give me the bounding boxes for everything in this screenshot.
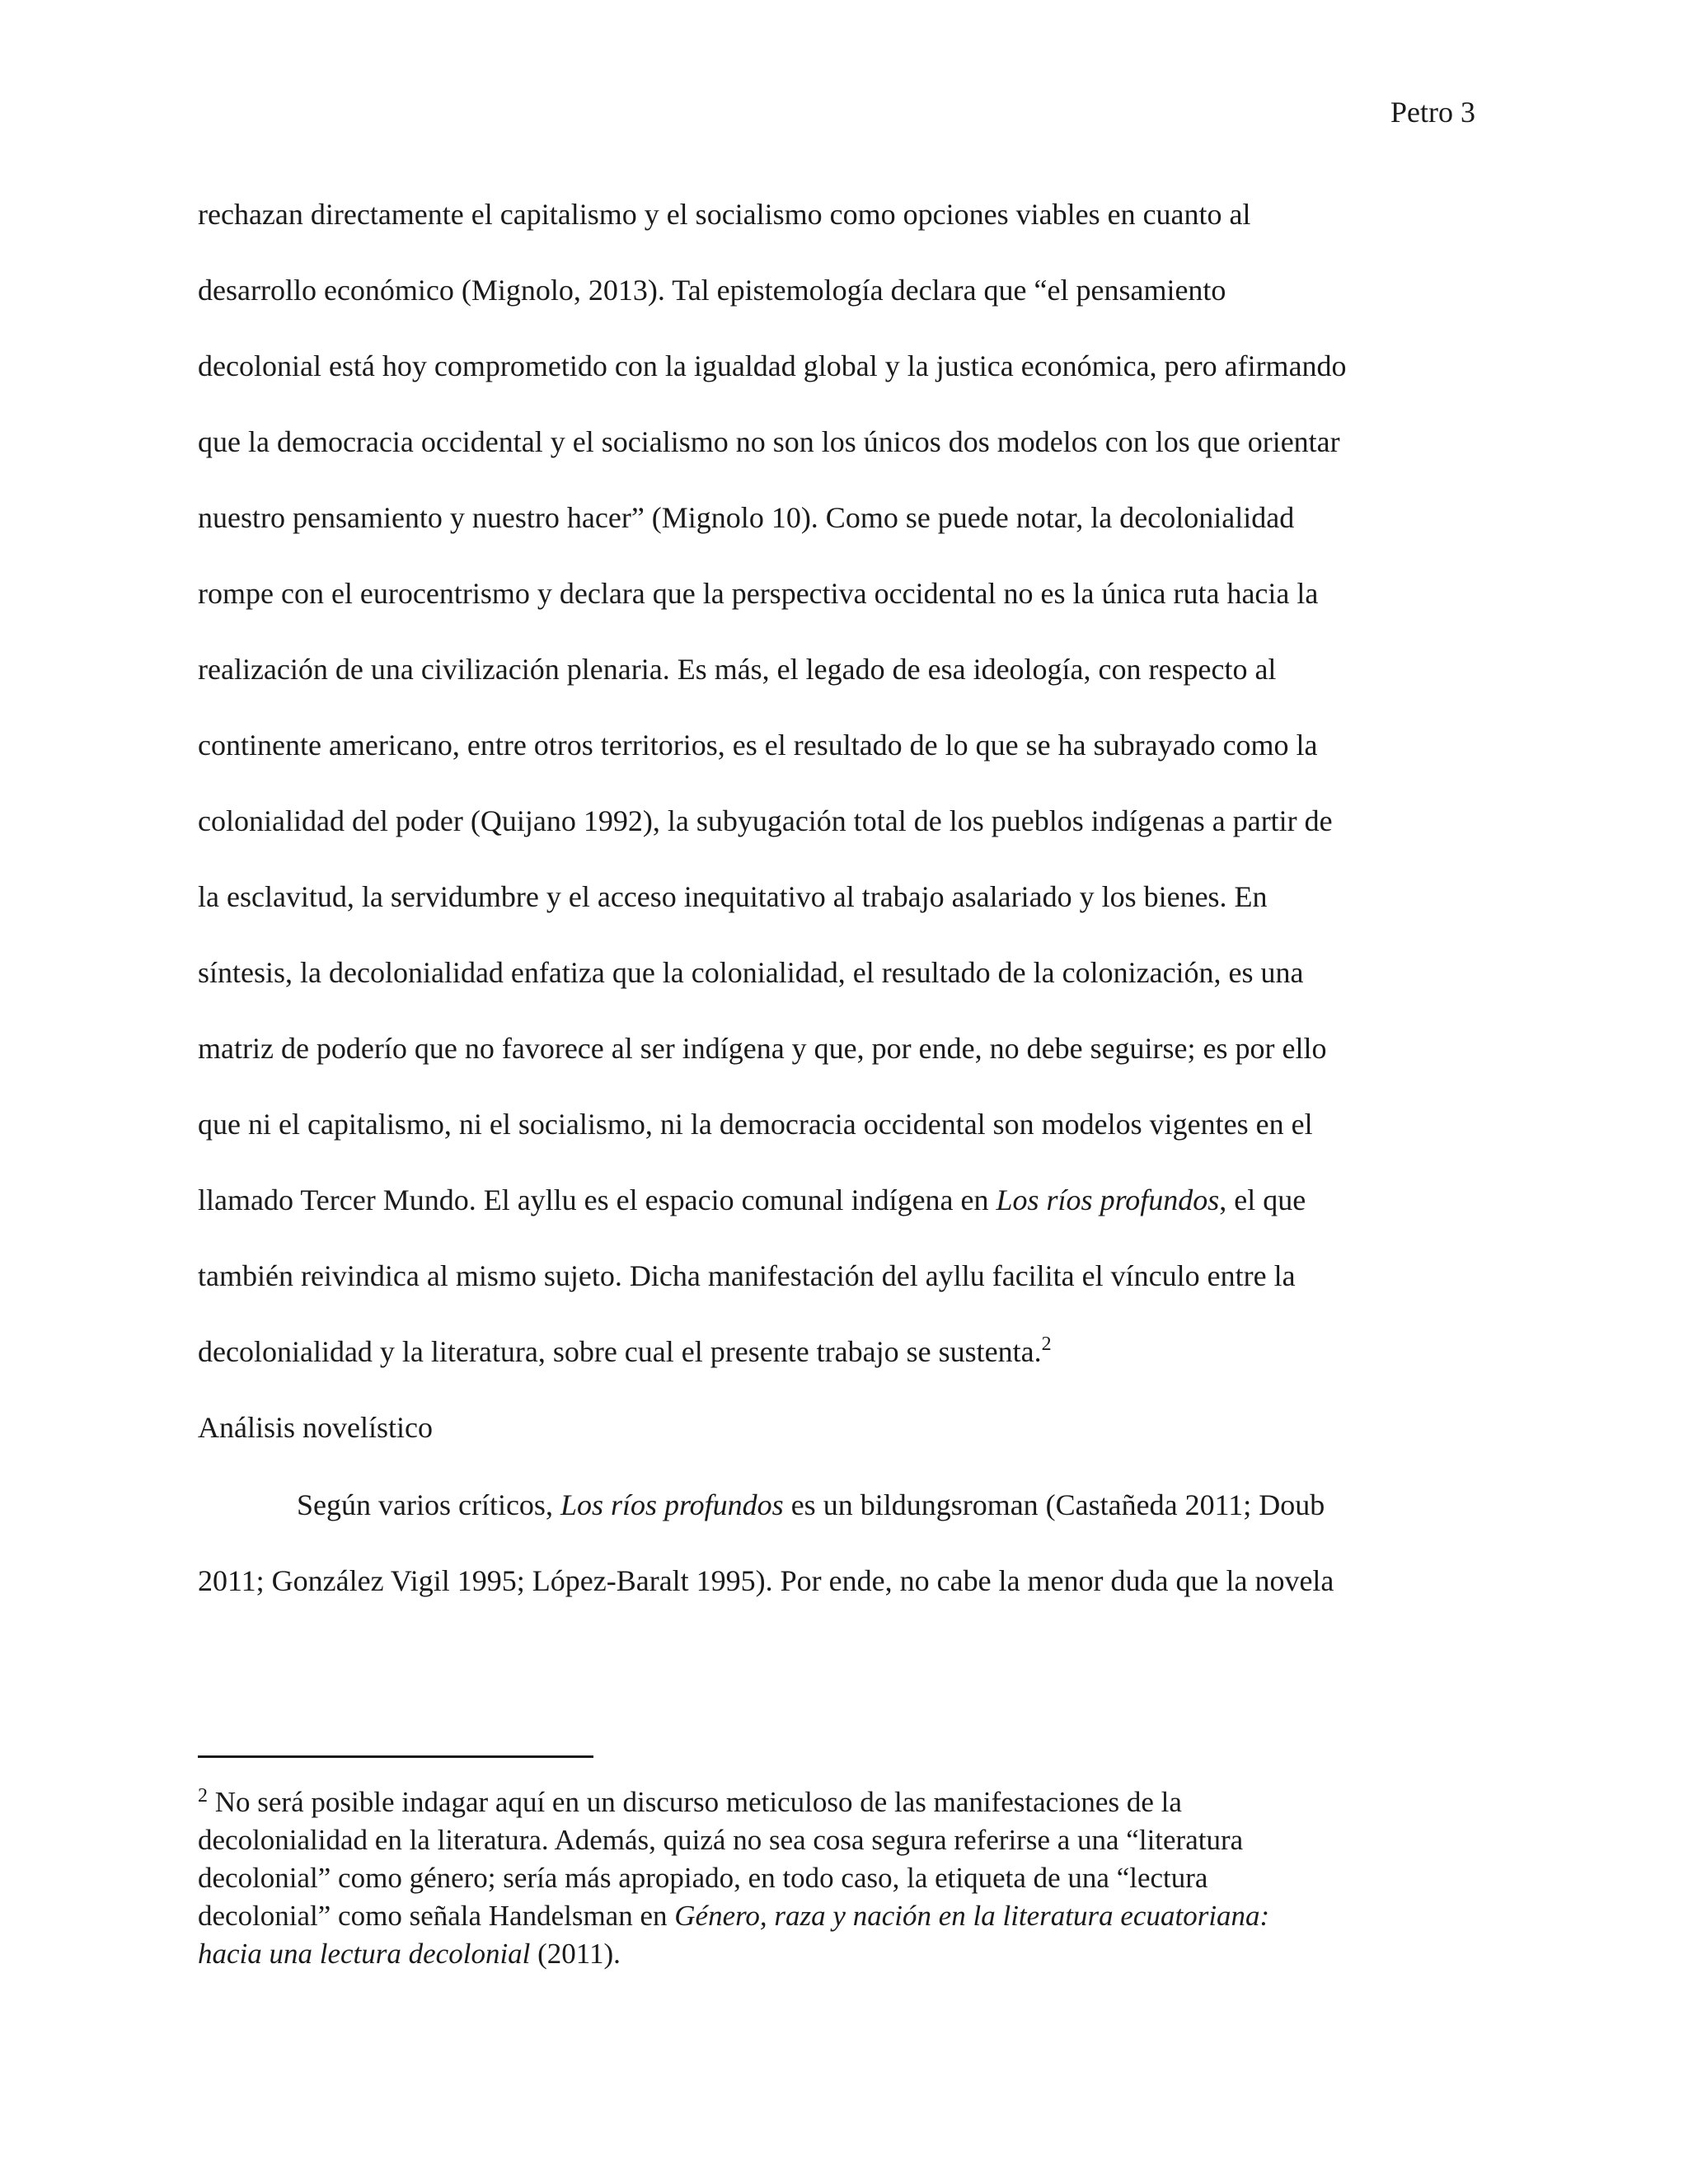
body-line-6: rompe con el eurocentrismo y declara que la perspectiva occidental no es la única ruta hacia la [198, 577, 1319, 610]
para2-line-1 [198, 1487, 1492, 1563]
footnote-mark: 2 [198, 1785, 208, 1807]
para2-line-2: 2011; González Vigil 1995; López-Baralt 1995). Por ende, no cabe la menor duda que la novela [198, 1564, 1334, 1597]
footnote-separator [198, 1755, 593, 1758]
footnote [198, 1783, 1484, 1973]
body-text [198, 196, 1492, 1638]
footnote-reference[interactable]: 2 [1041, 1333, 1052, 1355]
footnote-line-5-text: (2011). [530, 1938, 621, 1970]
footnote-line-4-text: decolonial” como señala Handelsman en [198, 1900, 675, 1932]
footnote-line-1 [198, 1783, 1484, 1821]
body-line-7: realización de una civilización plenaria. Es más, el legado de esa ideología, con respecto al [198, 653, 1277, 686]
body-line-9: colonialidad del poder (Quijano 1992), la subyugación total de los pueblos indígenas a partir de [198, 804, 1333, 837]
body-line-11: síntesis, la decolonialidad enfatiza que la colonialidad, el resultado de la colonización, es una [198, 956, 1304, 989]
footnote-line-5 [198, 1935, 1484, 1973]
body-line-12: matriz de poderío que no favorece al ser indígena y que, por ende, no debe seguirse; es por ello [198, 1032, 1327, 1065]
body-line-2: desarrollo económico (Mignolo, 2013). Tal epistemología declara que “el pensamiento [198, 274, 1226, 307]
line16-text: decolonialidad y la literatura, sobre cual el presente trabajo se sustenta. [198, 1335, 1042, 1368]
body-line-8: continente americano, entre otros territorios, es el resultado de lo que se ha subrayado como la [198, 729, 1318, 762]
novel-title: Los ríos profundos [560, 1488, 784, 1521]
page-header-label: Petro 3 [1390, 96, 1475, 129]
line14-after: , el que [1219, 1183, 1306, 1216]
footnote-line-2: decolonialidad en la literatura. Además, quizá no sea cosa segura referirse a una “literatura [198, 1824, 1244, 1856]
para2-before: Según varios críticos, [297, 1488, 560, 1521]
body-line-15: también reivindica al mismo sujeto. Dicha manifestación del ayllu facilita el vínculo entre la [198, 1259, 1296, 1292]
section-heading: Análisis novelístico [198, 1411, 433, 1444]
book-title-part-1: Género, raza y nación en la literatura ecuatoriana: [674, 1900, 1270, 1932]
line14-before: llamado Tercer Mundo. El ayllu es el espacio comunal indígena en [198, 1183, 996, 1216]
body-line-10: la esclavitud, la servidumbre y el acceso inequitativo al trabajo asalariado y los bienes. En [198, 880, 1268, 913]
para2-after: es un bildungsroman (Castañeda 2011; Doub [783, 1488, 1325, 1521]
body-line-14 [198, 1182, 1492, 1258]
book-title-part-2: hacia una lectura decolonial [198, 1938, 531, 1970]
body-line-13: que ni el capitalismo, ni el socialismo, ni la democracia occidental son modelos vigentes en el [198, 1108, 1313, 1141]
footnote-line-1-text: No será posible indagar aquí en un discurso meticuloso de las manifestaciones de la [208, 1786, 1182, 1818]
novel-title: Los ríos profundos [996, 1183, 1220, 1216]
body-line-3: decolonial está hoy comprometido con la igualdad global y la justica económica, pero afirmando [198, 349, 1347, 382]
footnote-line-3: decolonial” como género; sería más apropiado, en todo caso, la etiqueta de una “lectura [198, 1862, 1208, 1894]
body-line-5: nuestro pensamiento y nuestro hacer” (Mignolo 10). Como se puede notar, la decolonialidad [198, 501, 1295, 534]
body-line-1: rechazan directamente el capitalismo y el socialismo como opciones viables en cuanto al [198, 198, 1251, 231]
body-line-4: que la democracia occidental y el socialismo no son los únicos dos modelos con los que orientar [198, 425, 1340, 458]
footnote-line-4 [198, 1897, 1484, 1935]
body-line-16 [198, 1333, 1492, 1409]
